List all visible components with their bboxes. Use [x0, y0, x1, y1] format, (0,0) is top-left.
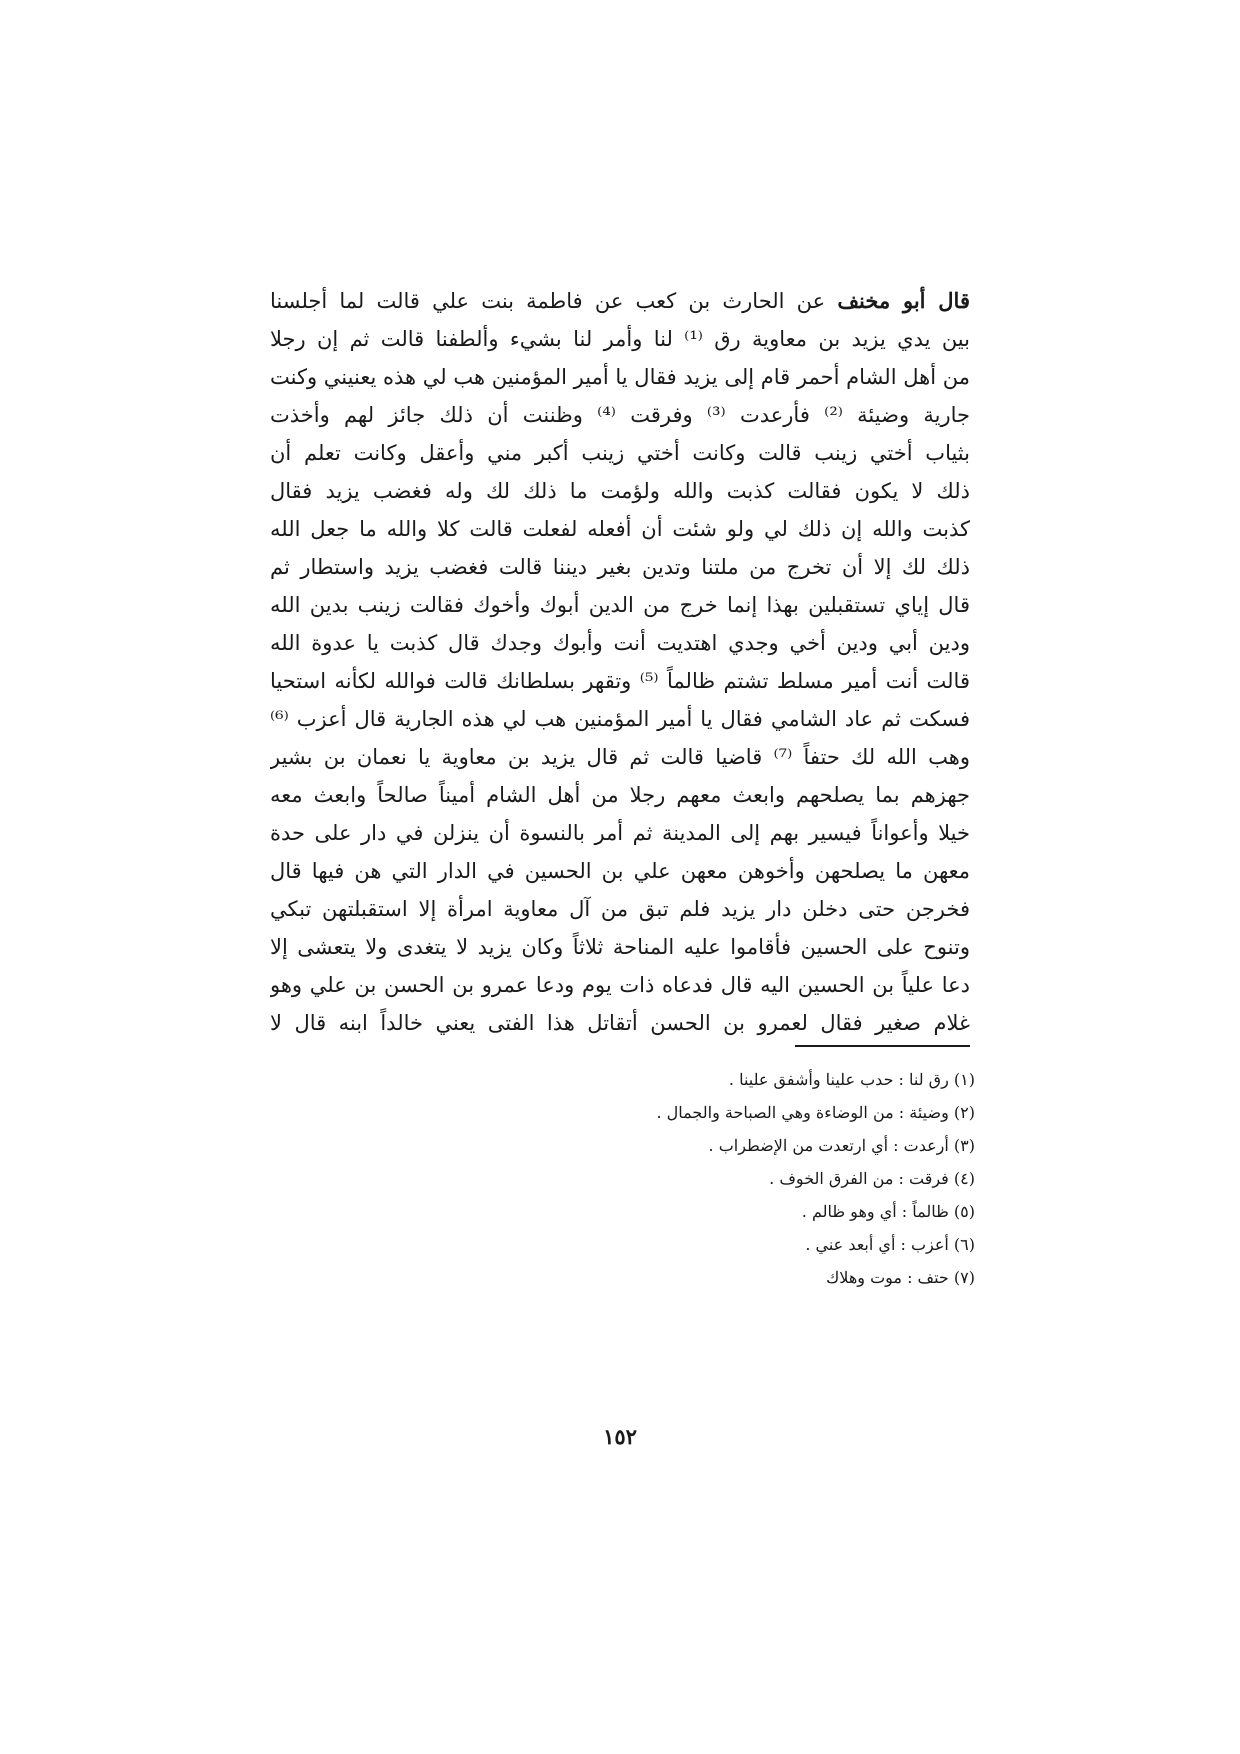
body-line: بثياب أختي زينب قالت وكانت أختي زينب أكبر مني وأعقل وكانت تعلم أن: [270, 441, 970, 465]
narrator-lead: قال أبو مخنف: [837, 288, 970, 313]
body-line: فخرجن حتى دخلن دار يزيد فلم تبق من آل معاوية امرأة إلا استقبلتهن تبكي: [270, 897, 970, 921]
first-line-rest: عن الحارث بن كعب عن فاطمة بنت علي قالت لما أجلسنا: [270, 289, 826, 313]
body-line: وتنوح على الحسين فأقاموا عليه المناحة ثلاثاً وكان يزيد لا يتغدى ولا يتعشى إلا: [270, 935, 970, 959]
footnote: (٣) أرعدت : أي ارتعدت من الإضطراب .: [708, 1136, 975, 1155]
body-line: من أهل الشام أحمر قام إلى يزيد فقال يا أمير المؤمنين هب لي هذه يعنيني وكنت: [270, 365, 970, 389]
body-line: دعا علياً بن الحسين اليه قال فدعاه ذات يوم ودعا عمرو بن الحسن بن علي وهو: [270, 973, 970, 997]
body-line: جارية وضيئة ⁽²⁾ فأرعدت ⁽³⁾ وفرقت ⁽⁴⁾ وظننت أن ذلك جائز لهم وأخذت: [270, 403, 970, 427]
body-text: [270, 282, 970, 1042]
footnotes: [475, 1063, 975, 1294]
body-line: [270, 282, 970, 320]
footnote: (١) رق لنا : حدب علينا وأشفق علينا .: [728, 1070, 975, 1089]
body-line: جهزهم بما يصلحهم وابعث معهم رجلا من أهل الشام أميناً صالحاً وابعث معه: [270, 783, 970, 807]
body-line: فسكت ثم عاد الشامي فقال يا أمير المؤمنين هب لي هذه الجارية قال أعزب ⁽⁶⁾: [270, 707, 970, 731]
body-line: خيلا وأعواناً فيسير بهم إلى المدينة ثم أمر بالنسوة أن ينزلن في دار على حدة: [270, 821, 970, 845]
body-line: ذلك لا يكون فقالت كذبت والله ولؤمت ما ذلك لك وله فغضب يزيد فقال: [270, 479, 970, 503]
page-number: ١٥٢: [603, 1424, 637, 1449]
body-line: وهب الله لك حتفاً ⁽⁷⁾ قاضيا قالت ثم قال يزيد بن معاوية يا نعمان بن بشير: [270, 745, 970, 769]
body-line: قال إياي تستقبلين بهذا إنما خرج من الدين أبوك وأخوك فقالت زينب بدين الله: [270, 593, 970, 617]
footnote: (٧) حتف : موت وهلاك: [826, 1268, 975, 1287]
footnote-separator: [795, 1045, 970, 1047]
footnote: (٥) ظالماً : أي وهو ظالم .: [801, 1202, 975, 1221]
footnote: (٢) وضيئة : من الوضاءة وهي الصباحة والجمال .: [656, 1103, 975, 1122]
body-line: كذبت والله إن ذلك لي ولو شئت أن أفعله لفعلت قالت كلا والله ما جعل الله: [270, 517, 970, 541]
footnote: (٦) أعزب : أي أبعد عني .: [805, 1235, 975, 1254]
body-line: غلام صغير فقال لعمرو بن الحسن أتقاتل هذا الفتى يعني خالداً ابنه قال لا: [270, 1011, 970, 1035]
body-line: ودين أبي ودين أخي وجدي اهتديت أنت وأبوك وجدك قال كذبت يا عدوة الله: [270, 631, 970, 655]
body-line: بين يدي يزيد بن معاوية رق ⁽¹⁾ لنا وأمر لنا بشيء وألطفنا قالت ثم إن رجلا: [270, 327, 970, 351]
body-line: معهن ما يصلحهن وأخوهن معهن علي بن الحسين في الدار التي هن فيها قال: [270, 859, 970, 883]
body-line: قالت أنت أمير مسلط تشتم ظالماً ⁽⁵⁾ وتقهر بسلطانك قالت فوالله لكأنه استحيا: [270, 669, 970, 693]
footnote: (٤) فرقت : من الفرق الخوف .: [769, 1169, 975, 1188]
body-line: ذلك لك إلا أن تخرج من ملتنا وتدين بغير ديننا قالت فغضب يزيد واستطار ثم: [270, 555, 970, 579]
